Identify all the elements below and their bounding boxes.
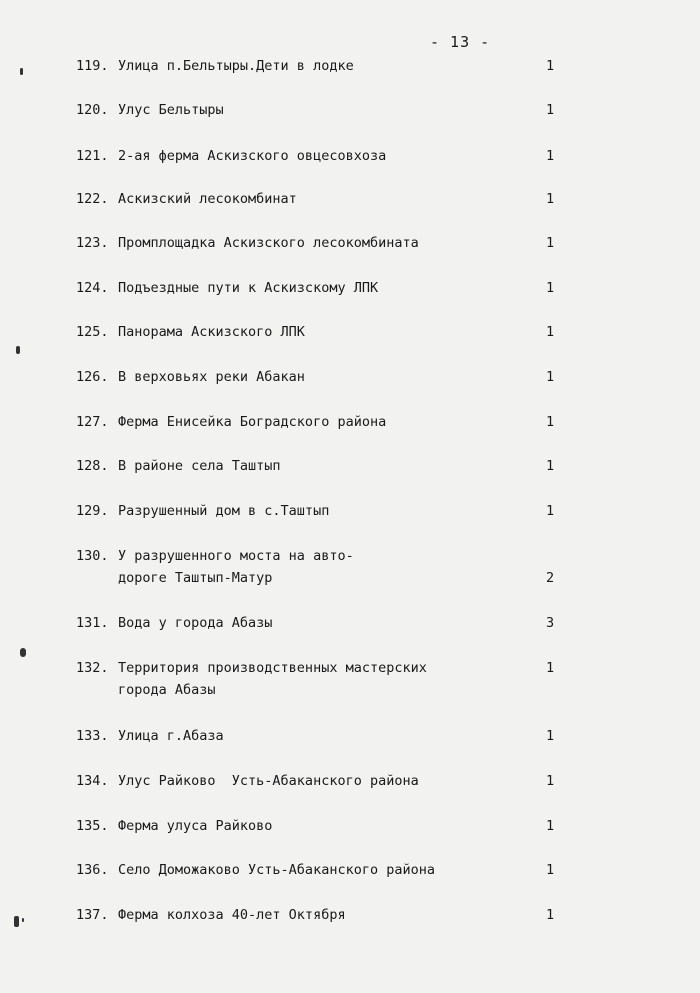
item-title: Ферма улуса Райково [118,818,273,834]
item-title: Панорама Аскизского ЛПК [118,324,305,340]
item-number: 119. [76,58,109,74]
item-count: 1 [546,102,555,118]
item-count: 1 [546,280,555,296]
item-count: 1 [546,907,555,923]
item-count: 1 [546,503,555,519]
item-count: 3 [546,615,555,631]
item-title-continuation: города Абазы [118,682,216,698]
item-count: 1 [546,818,555,834]
item-number: 123. [76,235,109,251]
item-number: 131. [76,615,109,631]
scan-speck [22,918,24,922]
item-title: Разрушенный дом в с.Таштып [118,503,330,519]
item-title: Подъездные пути к Аскизскому ЛПК [118,280,379,296]
item-title: Ферма Енисейка Боградского района [118,414,387,430]
item-title: В верховьях реки Абакан [118,369,305,385]
item-number: 125. [76,324,109,340]
item-count: 1 [546,191,555,207]
item-count: 1 [546,369,555,385]
item-title: Аскизский лесокомбинат [118,191,297,207]
item-title: У разрушенного моста на авто- [118,548,354,564]
item-number: 122. [76,191,109,207]
item-number: 129. [76,503,109,519]
scan-speck [20,68,23,75]
item-number: 127. [76,414,109,430]
item-title: Ферма колхоза 40-лет Октября [118,907,346,923]
item-count: 1 [546,324,555,340]
item-count: 1 [546,414,555,430]
item-number: 133. [76,728,109,744]
item-number: 132. [76,660,109,676]
item-title-continuation: дороге Таштып-Матур [118,570,273,586]
scan-speck [14,916,19,927]
item-number: 126. [76,369,109,385]
item-count: 1 [546,862,555,878]
item-number: 124. [76,280,109,296]
item-count: 2 [546,570,555,586]
item-title: Территория производственных мастерских [118,660,427,676]
item-count: 1 [546,148,555,164]
item-number: 136. [76,862,109,878]
item-title: В районе села Таштып [118,458,281,474]
item-number: 135. [76,818,109,834]
scan-speck [20,648,26,657]
item-number: 121. [76,148,109,164]
item-title: Улица г.Абаза [118,728,224,744]
item-number: 137. [76,907,109,923]
item-count: 1 [546,660,555,676]
item-title: Улус Райково Усть-Абаканского района [118,773,419,789]
item-title: Улус Бельтыры [118,102,224,118]
item-count: 1 [546,235,555,251]
item-number: 120. [76,102,109,118]
item-title: Улица п.Бельтыры.Дети в лодке [118,58,354,74]
item-number: 130. [76,548,109,564]
item-title: Село Доможаково Усть-Абаканского района [118,862,435,878]
item-title: Промплощадка Аскизского лесокомбината [118,235,419,251]
item-count: 1 [546,773,555,789]
scan-speck [16,346,20,354]
item-number: 134. [76,773,109,789]
item-count: 1 [546,458,555,474]
item-title: Вода у города Абазы [118,615,273,631]
item-count: 1 [546,58,555,74]
item-count: 1 [546,728,555,744]
page-number: - 13 - [430,33,491,51]
item-title: 2-ая ферма Аскизского овцесовхоза [118,148,387,164]
item-number: 128. [76,458,109,474]
